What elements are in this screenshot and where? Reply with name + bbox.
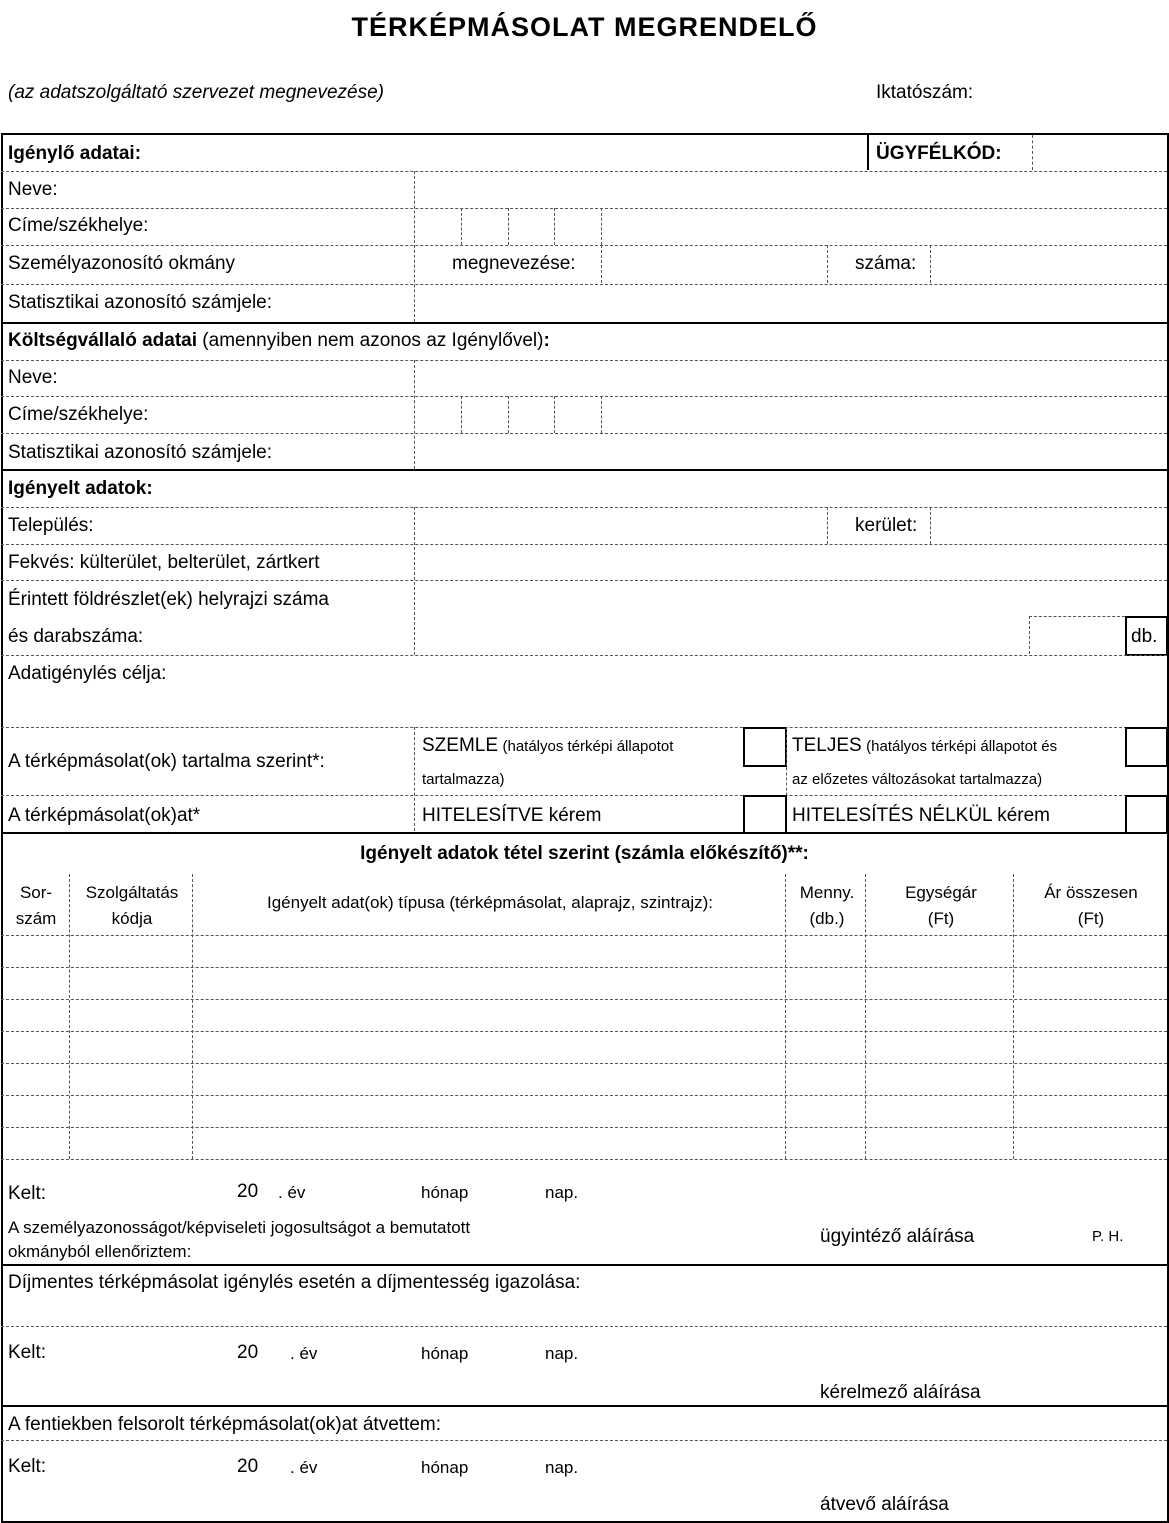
purpose-field[interactable] bbox=[3, 688, 1164, 726]
date-day-label: nap. bbox=[545, 1183, 579, 1202]
table-row[interactable] bbox=[1, 967, 1167, 968]
col-header-no-line2: szám bbox=[15, 909, 57, 928]
divider bbox=[930, 507, 931, 544]
divider bbox=[1032, 135, 1033, 170]
section-divider bbox=[1, 832, 1167, 834]
doc-name-label: megnevezése: bbox=[452, 253, 576, 274]
section-divider bbox=[1, 1405, 1167, 1407]
col-header-unit-price-line1: Egységár bbox=[905, 883, 977, 902]
table-row[interactable] bbox=[1, 935, 1167, 936]
teljes-checkbox[interactable] bbox=[1125, 727, 1168, 767]
applicant-name-label: Neve: bbox=[8, 179, 58, 200]
fee-date-year-prefix: 20 bbox=[237, 1342, 259, 1363]
row-line bbox=[1, 433, 1167, 434]
applicant-stat-id-field[interactable] bbox=[416, 286, 1164, 320]
row-line bbox=[1, 544, 1167, 545]
divider bbox=[601, 245, 602, 283]
divider bbox=[930, 245, 931, 283]
applicant-heading: Igénylő adatai: bbox=[8, 143, 142, 164]
recipient-signature-label: átvevő aláírása bbox=[820, 1494, 949, 1515]
label-column-divider bbox=[414, 360, 415, 469]
client-code-label: ÜGYFÉLKÓD: bbox=[876, 143, 1002, 164]
col-header-total-line1: Ár összesen bbox=[1044, 883, 1138, 902]
column-divider bbox=[69, 874, 70, 1159]
divider bbox=[827, 507, 828, 544]
certified-checkbox[interactable] bbox=[743, 795, 787, 834]
receipt-label: A fentiekben felsorolt térképmásolat(ok)at átvettem: bbox=[8, 1414, 441, 1435]
col-header-unit-price-line2: (Ft) bbox=[927, 909, 955, 928]
col-header-code-line1: Szolgáltatás bbox=[85, 883, 179, 902]
column-divider bbox=[865, 874, 866, 1159]
certified-label: HITELESÍTVE kérem bbox=[422, 805, 602, 826]
payer-heading-note: (amennyiben nem azonos az Igénylővel) bbox=[202, 330, 544, 351]
payer-heading-colon: : bbox=[543, 330, 550, 351]
label-column-divider bbox=[414, 727, 415, 831]
date-year-label: . év bbox=[278, 1183, 306, 1202]
row-line bbox=[1, 580, 1167, 581]
row-line bbox=[1, 727, 1167, 728]
col-header-no-line1: Sor- bbox=[19, 883, 53, 902]
applicant-stat-id-label: Statisztikai azonosító számjele: bbox=[8, 292, 273, 313]
row-line bbox=[1, 655, 1167, 656]
location-field[interactable] bbox=[416, 546, 1164, 580]
fee-exemption-label: Díjmentes térképmásolat igénylés esetén a díjmentesség igazolása: bbox=[8, 1272, 581, 1293]
purpose-label: Adatigénylés célja: bbox=[8, 663, 167, 684]
col-header-total bbox=[1016, 880, 1166, 932]
teljes-note: (hatályos térképi állapotot és bbox=[866, 738, 1058, 755]
date-month-label: hónap bbox=[421, 1183, 469, 1202]
district-label: kerület: bbox=[855, 515, 918, 536]
form-title: TÉRKÉPMÁSOLAT MEGRENDELŐ bbox=[351, 12, 818, 42]
teljes-label: TELJES bbox=[792, 735, 862, 756]
applicant-address-field[interactable] bbox=[416, 210, 1164, 244]
items-heading: Igényelt adatok tétel szerint (számla előkészítő)**: bbox=[360, 843, 809, 864]
applicant-name-field[interactable] bbox=[416, 173, 1164, 207]
receipt-date-month-label: hónap bbox=[421, 1458, 469, 1477]
teljes-note-line2: az előzetes változásokat tartalmazza) bbox=[792, 771, 1043, 788]
identity-verification-line2: okmányból ellenőriztem: bbox=[8, 1242, 192, 1261]
row-line bbox=[1, 245, 1167, 246]
table-row[interactable] bbox=[1, 1095, 1167, 1096]
uncertified-checkbox[interactable] bbox=[1125, 795, 1168, 834]
col-header-code bbox=[71, 880, 193, 932]
row-line bbox=[1, 507, 1167, 508]
stamp-placeholder: P. H. bbox=[1092, 1228, 1124, 1245]
szemle-note: (hatályos térképi állapotot bbox=[502, 738, 674, 755]
settlement-field[interactable] bbox=[416, 509, 824, 543]
row-line bbox=[1, 360, 1167, 361]
section-divider bbox=[1, 469, 1167, 471]
id-document-label: Személyazonosító okmány bbox=[8, 253, 236, 274]
szemle-label: SZEMLE bbox=[422, 735, 499, 756]
settlement-label: Település: bbox=[8, 515, 94, 536]
payer-stat-id-field[interactable] bbox=[416, 435, 1164, 468]
col-header-qty-line2: (db.) bbox=[809, 909, 845, 928]
col-header-code-line2: kódja bbox=[111, 909, 153, 928]
payer-heading: Költségvállaló adatai bbox=[8, 330, 198, 351]
uncertified-label: HITELESÍTÉS NÉLKÜL kérem bbox=[792, 805, 1050, 826]
fee-date-month-label: hónap bbox=[421, 1344, 469, 1363]
col-header-type: Igényelt adat(ok) típusa (térképmásolat, alaprajz, szintrajz): bbox=[267, 893, 713, 912]
registry-number-label: Iktatószám: bbox=[876, 82, 974, 103]
col-header-qty bbox=[787, 880, 867, 932]
content-type-label: A térképmásolat(ok) tartalma szerint*: bbox=[8, 751, 325, 772]
doc-number-field[interactable] bbox=[932, 247, 1164, 281]
row-line bbox=[1, 396, 1167, 397]
section-divider bbox=[1, 1264, 1167, 1266]
row-line bbox=[1, 1326, 1167, 1327]
location-label: Fekvés: külterület, belterület, zártkert bbox=[8, 552, 320, 573]
fee-date-day-label: nap. bbox=[545, 1344, 579, 1363]
payer-address-field[interactable] bbox=[416, 398, 1164, 432]
row-line bbox=[1, 208, 1167, 209]
fee-date-year-label: . év bbox=[290, 1344, 318, 1363]
col-header-total-line2: (Ft) bbox=[1077, 909, 1105, 928]
payer-stat-id-label: Statisztikai azonosító számjele: bbox=[8, 442, 273, 463]
doc-number-label: száma: bbox=[855, 253, 917, 274]
client-code-field[interactable] bbox=[1034, 135, 1164, 170]
table-row[interactable] bbox=[1, 1159, 1167, 1160]
label-column-divider bbox=[414, 507, 415, 655]
doc-name-field[interactable] bbox=[603, 247, 825, 281]
parcel-numbers-field[interactable] bbox=[416, 582, 1026, 654]
receipt-date-year-prefix: 20 bbox=[237, 1456, 259, 1477]
fee-exemption-field[interactable] bbox=[3, 1298, 1164, 1324]
payer-address-label: Címe/székhelye: bbox=[8, 404, 149, 425]
table-row[interactable] bbox=[1, 1031, 1167, 1032]
parcels-label-line1: Érintett földrészlet(ek) helyrajzi száma bbox=[8, 589, 329, 610]
table-row[interactable] bbox=[1, 1063, 1167, 1064]
col-header-qty-line1: Menny. bbox=[799, 883, 855, 902]
row-line bbox=[1, 1440, 1167, 1441]
divider bbox=[867, 135, 869, 170]
teljes-option bbox=[792, 735, 1057, 757]
applicant-signature-label: kérelmező aláírása bbox=[820, 1382, 981, 1403]
label-column-divider bbox=[414, 171, 415, 322]
table-row[interactable] bbox=[1, 1127, 1167, 1128]
provider-label: (az adatszolgáltató szervezet megnevezése) bbox=[8, 82, 384, 103]
receipt-date-year-label: . év bbox=[290, 1458, 318, 1477]
count-box-line bbox=[1029, 616, 1125, 617]
district-field[interactable] bbox=[932, 509, 1164, 543]
payer-name-field[interactable] bbox=[416, 362, 1164, 396]
row-line bbox=[1, 171, 1167, 172]
column-divider bbox=[785, 874, 786, 1159]
applicant-address-label: Címe/székhelye: bbox=[8, 215, 149, 236]
divider bbox=[827, 245, 828, 283]
parcel-count-field[interactable] bbox=[1031, 618, 1124, 653]
row-line bbox=[1, 284, 1167, 285]
section-divider bbox=[1, 322, 1167, 324]
column-divider bbox=[192, 874, 193, 1159]
date-year-prefix: 20 bbox=[237, 1181, 259, 1202]
szemle-option bbox=[422, 735, 673, 757]
row-line bbox=[1, 795, 1167, 796]
copies-label: A térképmásolat(ok)at* bbox=[8, 805, 201, 826]
payer-name-label: Neve: bbox=[8, 367, 58, 388]
receipt-date-day-label: nap. bbox=[545, 1458, 579, 1477]
officer-signature-label: ügyintéző aláírása bbox=[820, 1226, 975, 1247]
fee-dated-label: Kelt: bbox=[8, 1342, 47, 1363]
col-header-unit-price bbox=[866, 880, 1016, 932]
payer-heading-line bbox=[8, 330, 550, 352]
szemle-note-line2: tartalmazza) bbox=[422, 771, 505, 788]
receipt-dated-label: Kelt: bbox=[8, 1456, 47, 1477]
count-box-line bbox=[1029, 616, 1030, 654]
pieces-label: db. bbox=[1131, 626, 1158, 647]
col-header-no bbox=[4, 880, 68, 932]
parcels-label-line2: és darabszáma: bbox=[8, 626, 144, 647]
dated-label: Kelt: bbox=[8, 1183, 47, 1204]
identity-verification-line1: A személyazonosságot/képviseleti jogosultságot a bemutatott bbox=[8, 1218, 471, 1237]
szemle-checkbox[interactable] bbox=[743, 727, 787, 767]
requested-heading: Igényelt adatok: bbox=[8, 478, 153, 499]
table-row[interactable] bbox=[1, 999, 1167, 1000]
column-divider bbox=[1013, 874, 1014, 1159]
